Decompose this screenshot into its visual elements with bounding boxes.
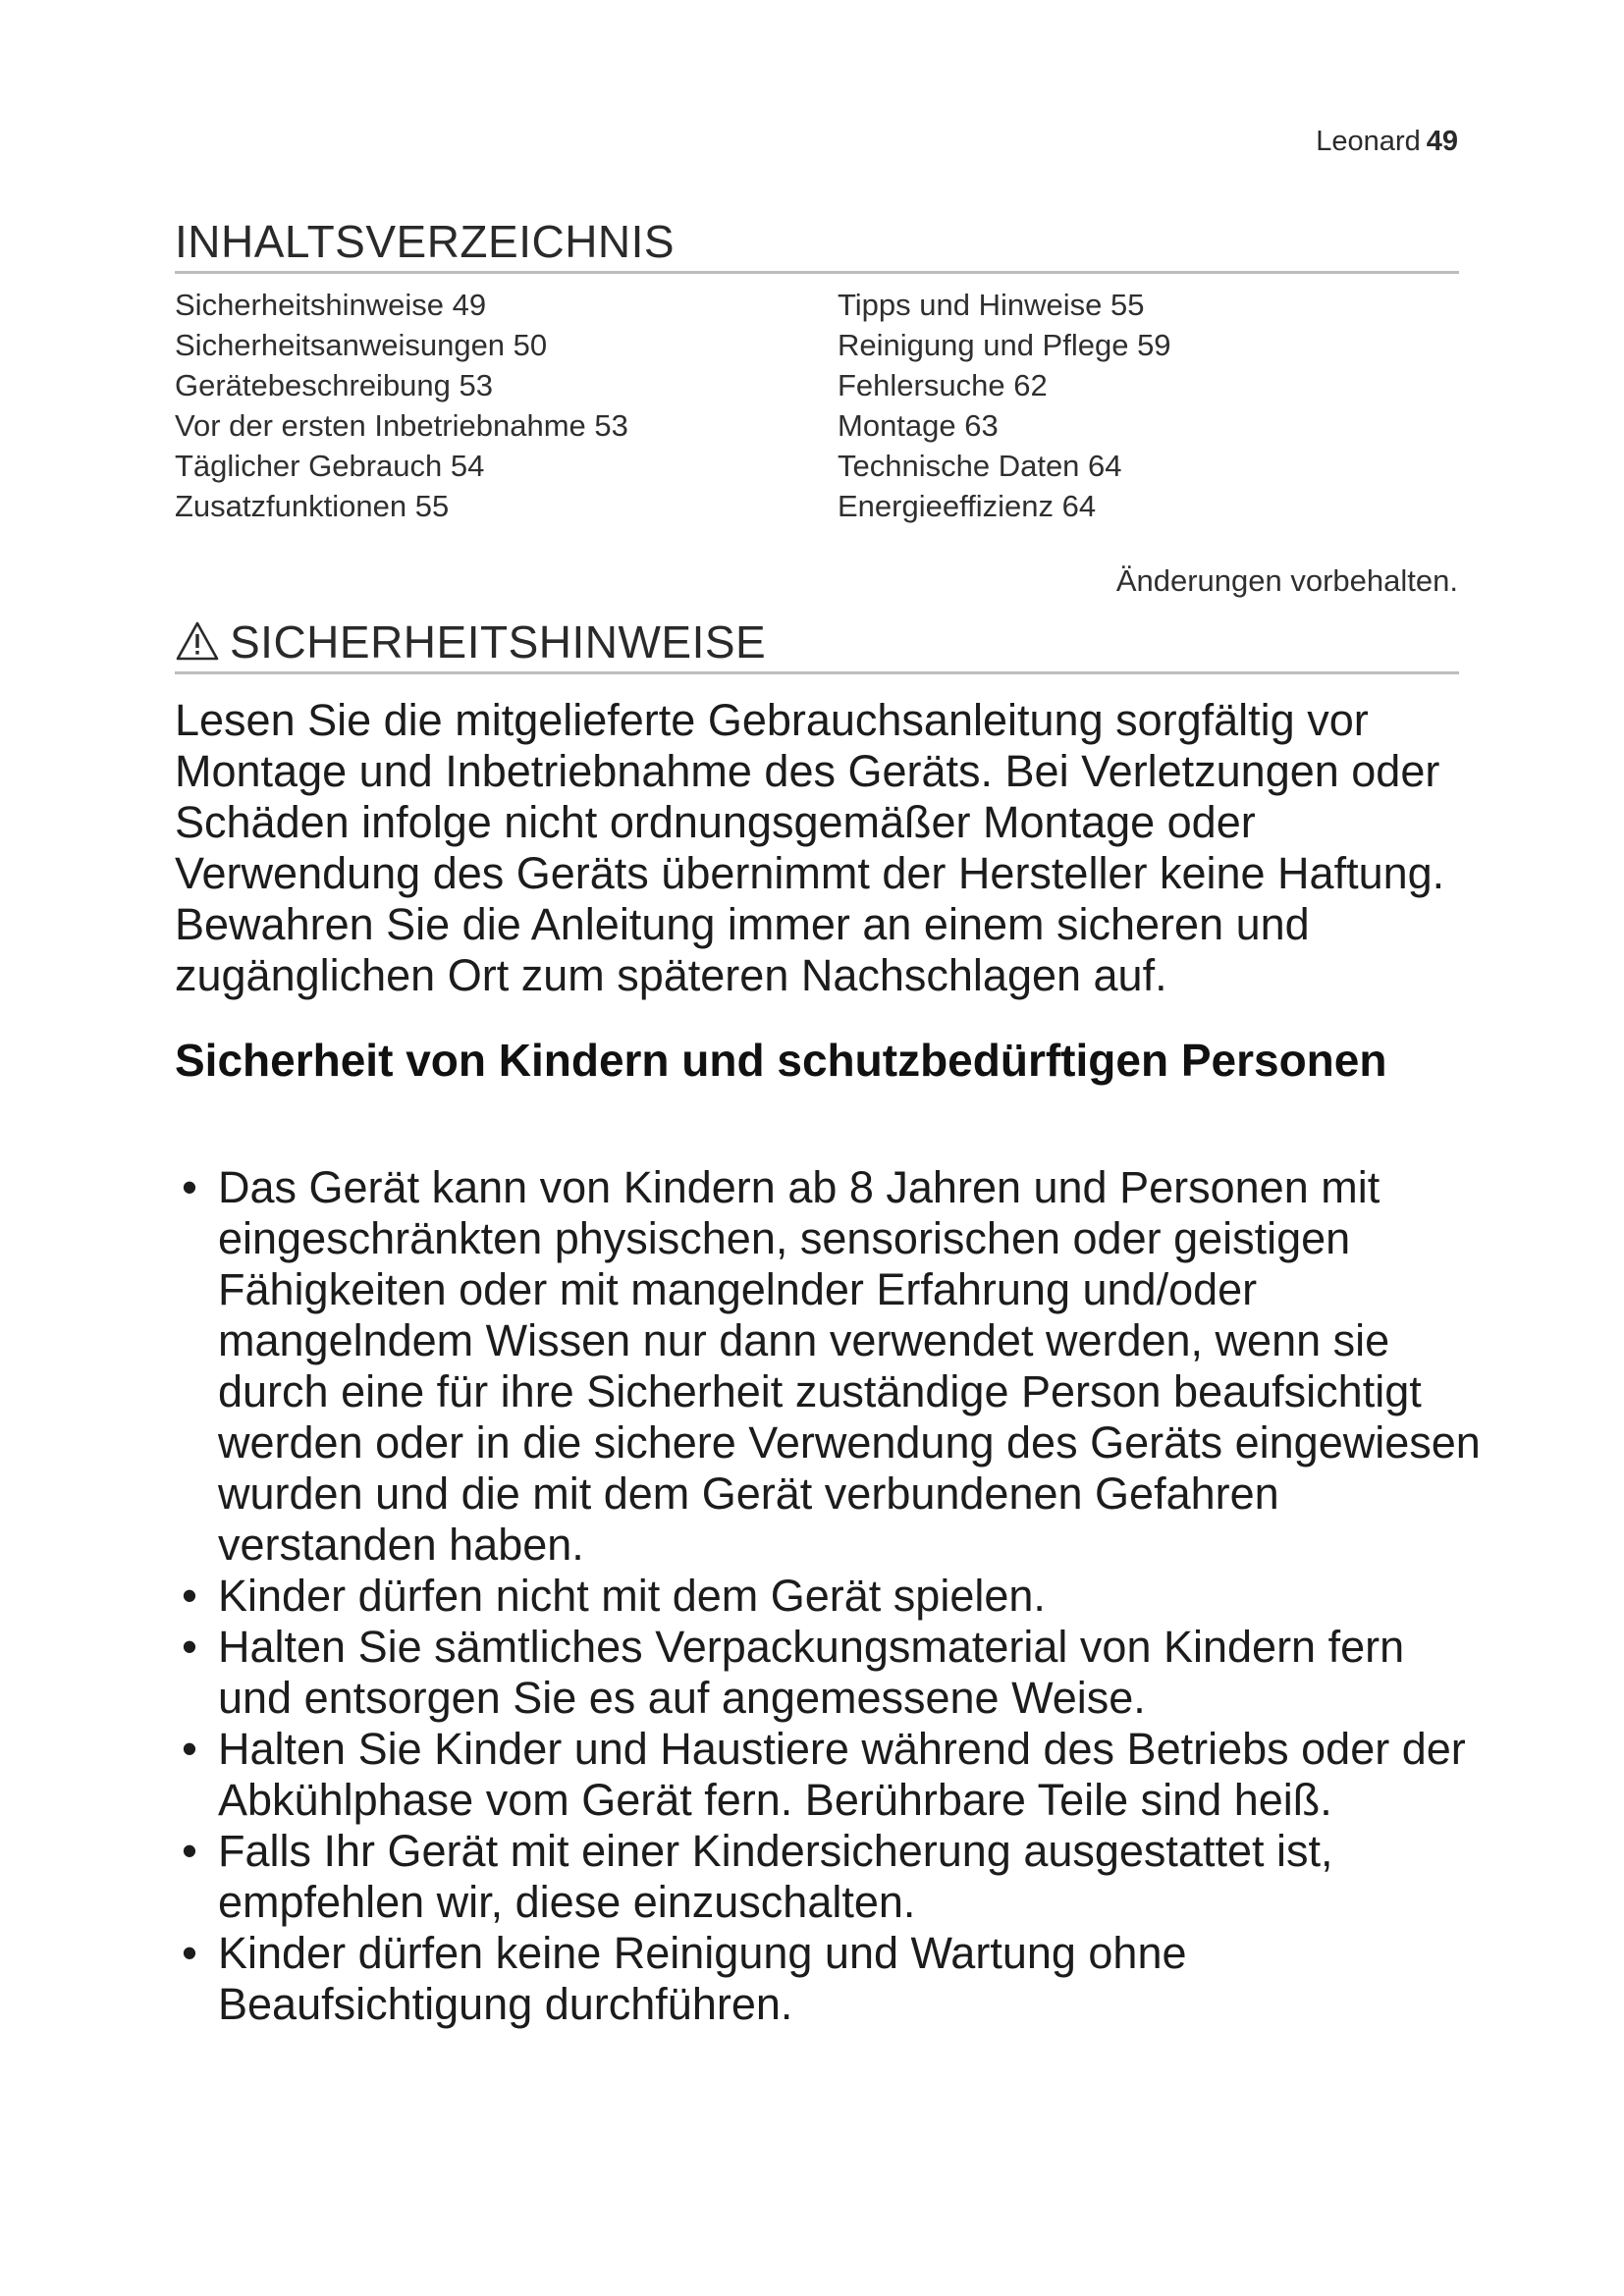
toc-title: INHALTSVERZEICHNIS xyxy=(175,214,1459,274)
bullet-icon: • xyxy=(182,1162,197,1212)
list-item xyxy=(175,1724,1481,1826)
list-item xyxy=(175,1928,1481,2030)
safety-section-heading xyxy=(175,614,1459,674)
bullet-icon: • xyxy=(182,1826,197,1876)
toc-entry[interactable]: Technische Daten 64 xyxy=(838,449,1122,483)
warning-triangle-icon xyxy=(175,618,220,660)
toc-entry[interactable]: Fehlersuche 62 xyxy=(838,368,1048,402)
toc-entry[interactable]: Sicherheitshinweise 49 xyxy=(175,288,487,322)
toc-entry[interactable]: Sicherheitsanweisungen 50 xyxy=(175,328,548,362)
list-item xyxy=(175,1571,1481,1622)
list-item-text: Das Gerät kann von Kindern ab 8 Jahren und Personen mit eingeschränkten physischen, sensorischen oder geistigen Fähigkeiten oder mit mangelnder Erfahrung und/oder mangelndem Wissen nur dann verwendet werden, wenn sie durch eine für ihre Sicherheit zuständige Person beaufsichtigt werden oder in die sichere Verwendung des Geräts eingewiesen wurden und die mit dem Gerät verbundenen Gefahren verstanden haben. xyxy=(218,1162,1481,1570)
list-item xyxy=(175,1622,1481,1724)
toc-left-column xyxy=(175,285,628,526)
list-item-text: Halten Sie Kinder und Haustiere während des Betriebs oder der Abkühlphase vom Gerät fern. Berührbare Teile sind heiß. xyxy=(218,1724,1466,1825)
list-item xyxy=(175,1826,1481,1928)
running-header-title: Leonard xyxy=(1316,126,1421,157)
toc-entry[interactable]: Energieeffizienz 64 xyxy=(838,489,1097,523)
changes-reserved-note: Änderungen vorbehalten. xyxy=(1115,563,1458,598)
toc-entry[interactable]: Vor der ersten Inbetriebnahme 53 xyxy=(175,408,628,443)
bullet-icon: • xyxy=(182,1622,197,1672)
children-safety-list xyxy=(175,1162,1481,2030)
toc-entry[interactable]: Täglicher Gebrauch 54 xyxy=(175,449,485,483)
page-number: 49 xyxy=(1426,126,1458,157)
bullet-icon: • xyxy=(182,1571,197,1621)
bullet-icon: • xyxy=(182,1928,197,1978)
bullet-icon: • xyxy=(182,1724,197,1774)
toc-entry[interactable]: Gerätebeschreibung 53 xyxy=(175,368,494,402)
safety-intro-paragraph: Lesen Sie die mitgelieferte Gebrauchsanleitung sorgfältig vor Montage und Inbetriebnahme des Geräts. Bei Verletzungen oder Schäden infolge nicht ordnungsgemäßer Montage oder Verwendung des Geräts übernimmt der Hersteller keine Haftung. Bewahren Sie die Anleitung immer an einem sicheren und zugänglichen Ort zum späteren Nachschlagen auf. xyxy=(175,695,1445,1000)
list-item-text: Kinder dürfen nicht mit dem Gerät spielen. xyxy=(218,1571,1046,1621)
children-safety-subheading: Sicherheit von Kindern und schutzbedürftigen Personen xyxy=(175,1035,1387,1086)
toc-entry[interactable]: Montage 63 xyxy=(838,408,999,443)
list-item-text: Falls Ihr Gerät mit einer Kindersicherung ausgestattet ist, empfehlen wir, diese einzuschalten. xyxy=(218,1826,1333,1927)
safety-title: SICHERHEITSHINWEISE xyxy=(230,616,767,667)
toc-entry[interactable]: Reinigung und Pflege 59 xyxy=(838,328,1171,362)
running-header xyxy=(1316,126,1458,158)
list-item-text: Kinder dürfen keine Reinigung und Wartung ohne Beaufsichtigung durchführen. xyxy=(218,1928,1187,2029)
toc-entry[interactable]: Tipps und Hinweise 55 xyxy=(838,288,1145,322)
toc-right-column xyxy=(838,285,1171,526)
list-item xyxy=(175,1162,1481,1571)
list-item-text: Halten Sie sämtliches Verpackungsmaterial von Kindern fern und entsorgen Sie es auf angemessene Weise. xyxy=(218,1622,1405,1723)
toc-entry[interactable]: Zusatzfunktionen 55 xyxy=(175,489,450,523)
